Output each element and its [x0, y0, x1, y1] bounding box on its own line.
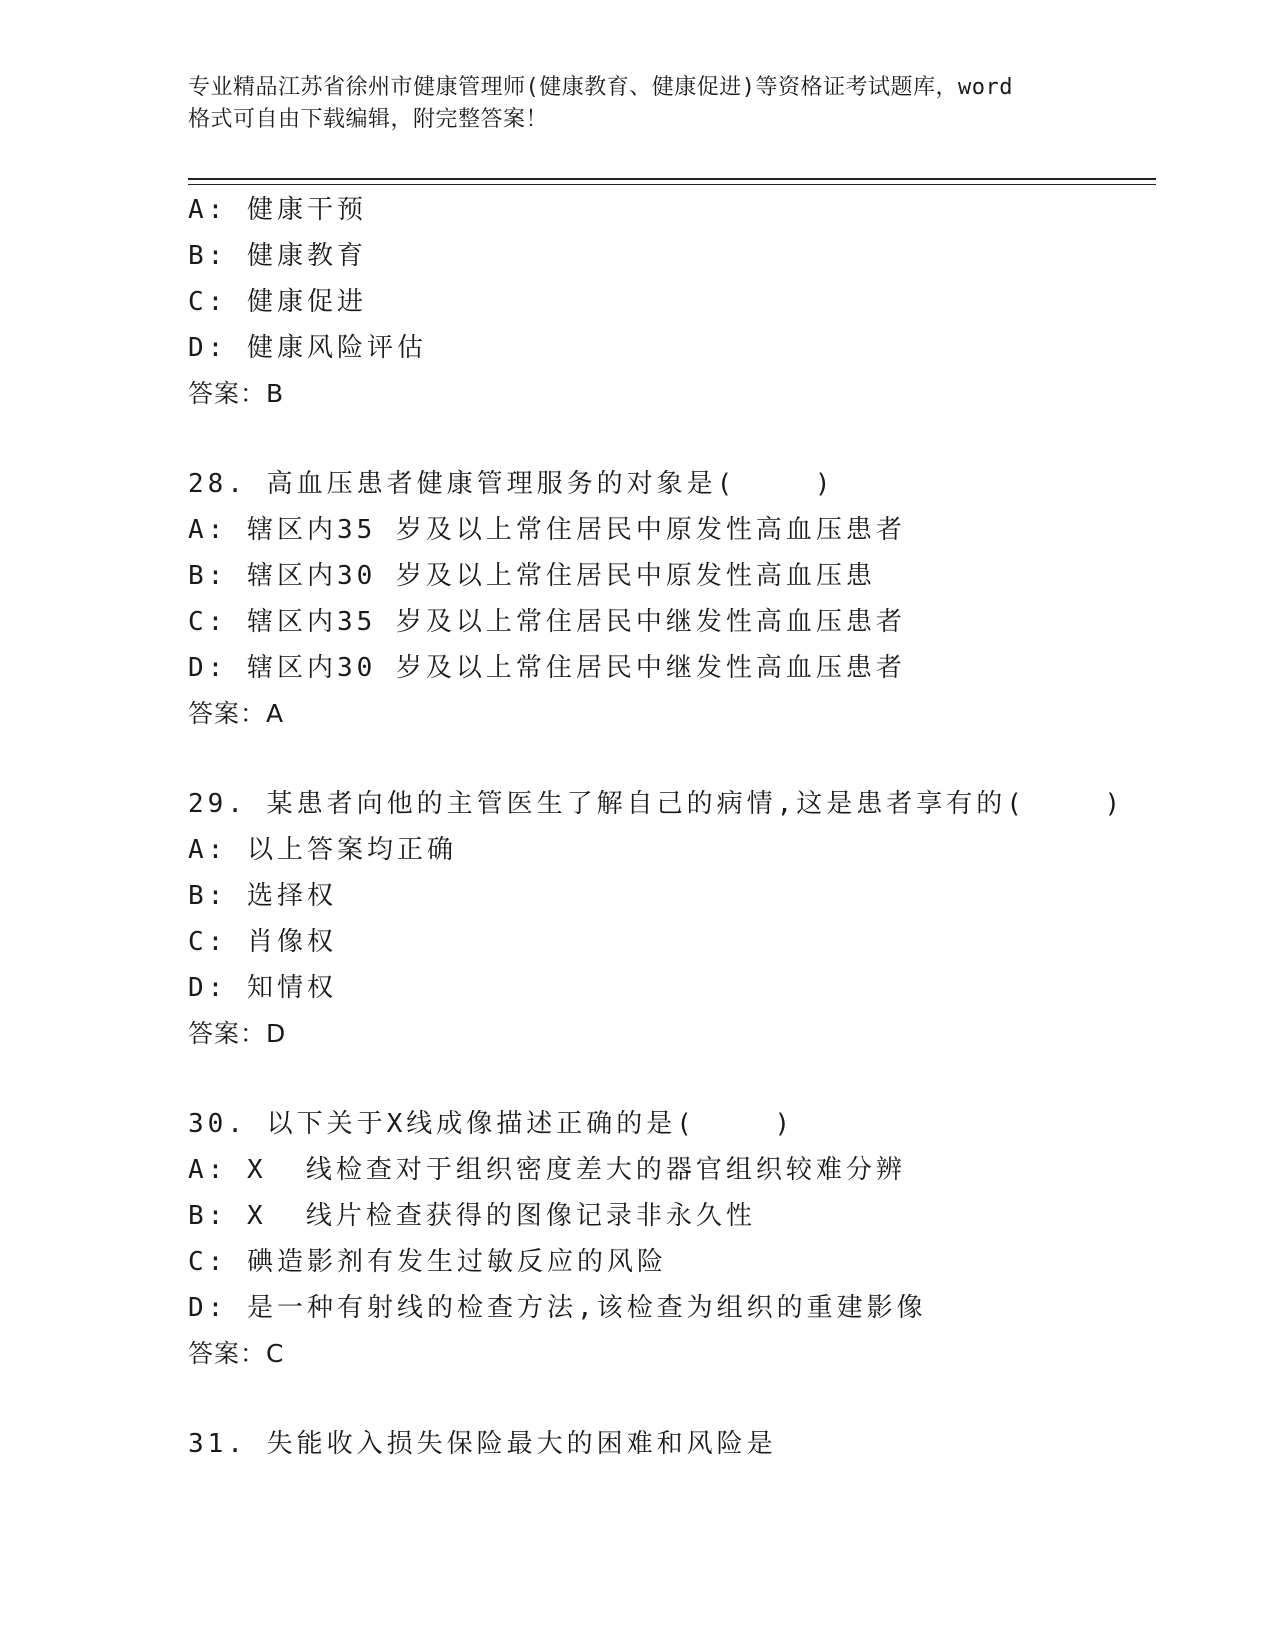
question-block-30	[188, 1101, 1156, 1377]
option-a: A: 健康干预	[188, 195, 367, 225]
option-c: C: 健康促进	[188, 287, 367, 317]
option-a: A: X 线检查对于组织密度差大的器官组织较难分辨	[188, 1155, 906, 1185]
option-d: D: 知情权	[188, 973, 337, 1003]
option-c: C: 碘造影剂有发生过敏反应的风险	[188, 1247, 667, 1277]
option-a: A: 辖区内35 岁及以上常住居民中原发性高血压患者	[188, 515, 906, 545]
header-line-2: 格式可自由下载编辑，附完整答案！	[188, 107, 549, 132]
option-b: B: 辖区内30 岁及以上常住居民中原发性高血压患	[188, 561, 876, 591]
option-d: D: 辖区内30 岁及以上常住居民中继发性高血压患者	[188, 653, 906, 683]
option-a: A: 以上答案均正确	[188, 835, 457, 865]
option-d: D: 是一种有射线的检查方法,该检查为组织的重建影像	[188, 1293, 927, 1323]
question-stem: 28. 高血压患者健康管理服务的对象是( )	[188, 469, 835, 499]
answer-line: 答案：D	[188, 1019, 287, 1048]
question-block-28	[188, 461, 1156, 737]
question-stem: 31. 失能收入损失保险最大的困难和风险是	[188, 1429, 777, 1459]
option-b: B: X 线片检查获得的图像记录非永久性	[188, 1201, 756, 1231]
option-d: D: 健康风险评估	[188, 333, 427, 363]
document-header	[188, 72, 1108, 136]
answer-line: 答案：C	[188, 1339, 285, 1368]
option-b: B: 选择权	[188, 881, 337, 911]
question-block-31	[188, 1421, 1156, 1467]
question-list	[188, 187, 1156, 1467]
question-stem: 29. 某患者向他的主管医生了解自己的病情,这是患者享有的( )	[188, 789, 1125, 819]
question-stem: 30. 以下关于X线成像描述正确的是( )	[188, 1109, 795, 1139]
question-block-27	[188, 187, 1156, 417]
header-line-1: 专业精品江苏省徐州市健康管理师(健康教育、健康促进)等资格证考试题库，word	[188, 75, 1013, 100]
answer-line: 答案：B	[188, 379, 285, 408]
option-c: C: 辖区内35 岁及以上常住居民中继发性高血压患者	[188, 607, 906, 637]
answer-line: 答案：A	[188, 699, 285, 728]
option-b: B: 健康教育	[188, 241, 367, 271]
header-rule-thin	[188, 184, 1156, 185]
header-rule-thick	[188, 178, 1156, 180]
option-c: C: 肖像权	[188, 927, 337, 957]
question-block-29	[188, 781, 1156, 1057]
